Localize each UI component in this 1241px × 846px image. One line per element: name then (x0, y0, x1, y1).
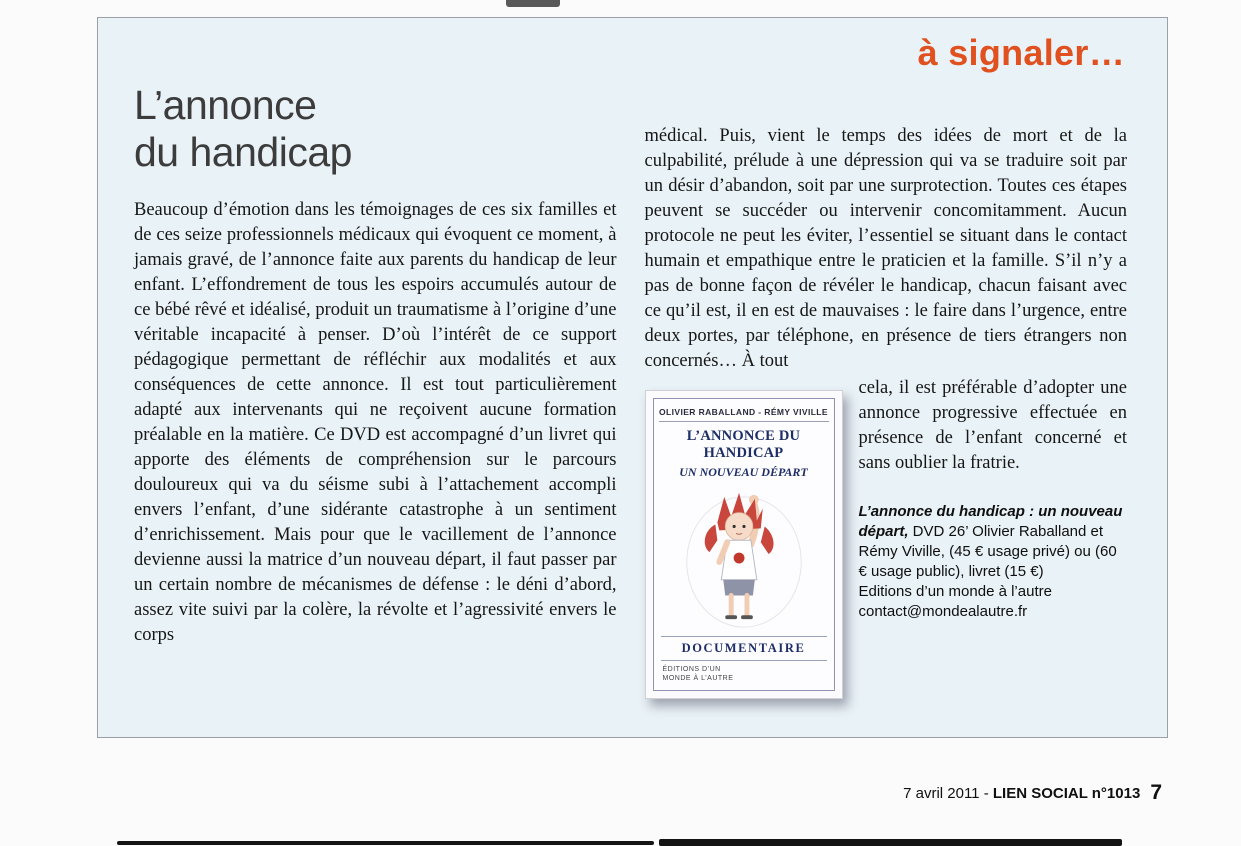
article-body-wrap: cela, il est préférable d’adopter une annonce progressive effectuée en présence de l’enfant concerné et sans oublier la fratrie. (858, 378, 1127, 473)
footer-date: 7 avril 2011 (903, 785, 980, 802)
article-title (134, 82, 617, 176)
section-label: à signaler… (917, 32, 1125, 73)
caption-contact: contact@mondealautre.fr (858, 603, 1028, 620)
dvd-illustration (679, 485, 809, 633)
scan-artifact-bottom-left (117, 841, 654, 845)
right-column (645, 18, 1128, 737)
caption-publisher: Editions d’un monde à l’autre (858, 583, 1052, 600)
left-column (134, 18, 617, 737)
dvd-subtitle: UN NOUVEAU DÉPART (679, 465, 808, 479)
article-columns (134, 18, 1127, 737)
article-body-right-top: médical. Puis, vient le temps des idées de mort et de la culpabilité, prélude à une dépression qui va se traduire soit par un désir d’abandon, soit par une surprotection. Toutes ces étapes peuvent se succéder ou intervenir concomitamment. Aucun protocole ne peut les éviter, l’essentiel se situant dans le contact humain et empathique entre le praticien et la famille. S’il n’y a pas de bonne façon de révéler le handicap, chacun faisant avec ce qu’il est, il en est de mauvaises : le faire dans l’urgence, entre deux portes, par téléphone, en présence de tiers étrangers non concernés… À tout (644, 126, 1127, 371)
scan-artifact-bottom-right (659, 839, 1122, 846)
footer-separator: - (979, 785, 993, 802)
page-footer (903, 781, 1162, 805)
scan-artifact-top (506, 0, 560, 7)
dvd-cover (653, 398, 835, 691)
caption-details: DVD 26’ Olivier Raballand et Rémy Viville, (45 € usage privé) ou (60 € usage public), livret (15 €) (858, 523, 1117, 580)
title-line-2: du handicap (134, 129, 352, 175)
footer-page-number: 7 (1150, 781, 1162, 804)
dvd-genre: DOCUMENTAIRE (661, 636, 827, 661)
dvd-authors: OLIVIER RABALLAND - RÉMY VIVILLE (659, 407, 829, 422)
dvd-publisher-logo: ÉDITIONS D’UN MONDE À L’AUTRE (662, 666, 734, 682)
title-line-1: L’annonce (134, 82, 317, 128)
media-block (645, 376, 1128, 705)
footer-magazine: LIEN SOCIAL n°1013 (992, 785, 1141, 802)
caption-title: L’annonce du handicap : un nouveau départ, (858, 503, 1123, 540)
dvd-title: L’ANNONCE DU HANDICAP (686, 428, 801, 461)
article-body-left: Beaucoup d’émotion dans les témoignages de ces six familles et de ces seize professionnels médicaux qui évoquent ce moment, à jamais gravé, de l’annonce faite aux parents du handicap de leur enfant. L’effondrement de tous les espoirs accumulés autour de ce bébé rêvé et idéalisé, produit un traumatisme à l’origine d’une véritable incapacité à penser. D’où l’intérêt de ce support pédagogique permettant de réfléchir aux modalités et aux conséquences de cette annonce. Il est tout particulièrement adapté aux intervenants qui ne reçoivent aucune formation préalable en la matière. Ce DVD est accompagné d’un livret qui apporte des éléments de compréhension sur le parcours douloureux qui va du séisme subi à l’attachement accompli envers l’enfant, d’une sidérante catastrophe à un sentiment d’enrichissement. Mais pour que le vacillement de l’annonce devienne aussi la matrice d’un nouveau départ, il faut passer par un certain nombre de mécanismes de défense : le déni d’abord, assez vite suivi par la colère, la révolte et l’agressivité envers le corps (134, 200, 617, 645)
dvd-cover-photo (645, 390, 843, 699)
article-panel (97, 17, 1168, 738)
manga-girl-drawing (679, 485, 809, 633)
